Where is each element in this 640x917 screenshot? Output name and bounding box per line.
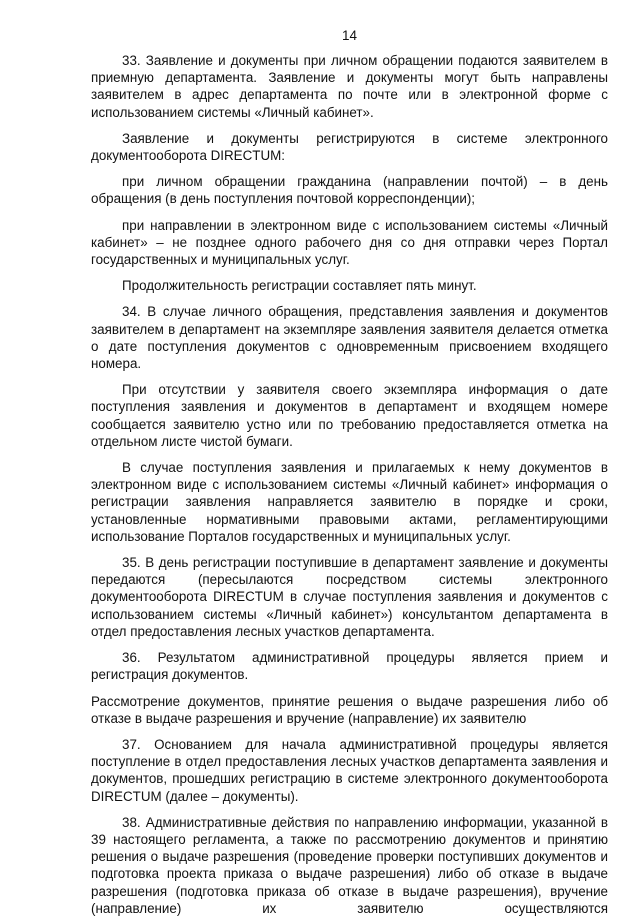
paragraph-38: 38. Административные действия по направлению информации, указанной в 39 настоящего регламента, а также по рассмотрению документов и принятию решения о выдаче разрешения (проведение проверки поступивших документов и подготовка проекта приказа о выдаче разрешения) либо об отказе в выдаче разрешения (подготовка приказа об отказе в выдаче разрешения), вручение (направление) их заявителю осуществляются — [91, 814, 608, 916]
paragraph-36: 36. Результатом административной процедуры является прием и регистрация документов. — [91, 650, 608, 683]
paragraph-no-copy: При отсутствии у заявителя своего экземпляра информация о дате поступления заявления и документов в департамент и входящем номере сообщается заявителю устно или по требованию предоставляется отметка на отдельном листе чистой бумаги. — [91, 382, 608, 449]
paragraph-electronic-appeal: при направлении в электронном виде с использованием системы «Личный кабинет» – не позднее одного рабочего дня со дня отправки через Портал государственных и муниципальных услуг. — [91, 217, 608, 268]
document-body — [91, 52, 608, 917]
page-number: 14 — [341, 28, 358, 43]
section-heading: Рассмотрение документов, принятие решения о выдаче разрешения либо об отказе в выдаче разрешения и вручение (направление) их заявителю — [91, 693, 608, 726]
paragraph-personal-appeal: при личном обращении гражданина (направлении почтой) – в день обращения (в день поступления почтовой корреспонденции); — [91, 174, 608, 207]
paragraph-37: 37. Основанием для начала административной процедуры является поступление в отдел предоставления лесных участков департамента заявления и документов, прошедших регистрацию в системе электронного документооборота DIRECTUM (далее – документы). — [91, 736, 608, 804]
paragraph-34: 34. В случае личного обращения, представления заявления и документов заявителем в департамент на экземпляре заявления заявителя делается отметка о дате поступления документов с одновременным присвоением входящего номера. — [91, 304, 608, 372]
paragraph-duration: Продолжительность регистрации составляет пять минут. — [122, 278, 477, 294]
paragraph-35: 35. В день регистрации поступившие в департамент заявление и документы передаются (пересылаются посредством системы электронного документооборота DIRECTUM в случае поступления заявления и документов с использованием системы «Личный кабинет») консультантом департамента в отдел предоставления лесных участков департамента. — [91, 555, 608, 639]
paragraph-electronic-info: В случае поступления заявления и прилагаемых к нему документов в электронном виде с использованием системы «Личный кабинет» информация о регистрации заявления направляется заявителю в порядке и сроки, установленные нормативными правовыми актами, регламентирующими использование Порталов государственных и муниципальных услуг. — [91, 460, 608, 544]
paragraph-registration: Заявление и документы регистрируются в системе электронного документооборота DIRECTUM: — [91, 130, 608, 164]
paragraph-33: 33. Заявление и документы при личном обращении подаются заявителем в приемную департамента. Заявление и документы могут быть направлены заявителем в адрес департамента по почте или в электронной форме с использованием системы «Личный кабинет». — [91, 53, 608, 120]
